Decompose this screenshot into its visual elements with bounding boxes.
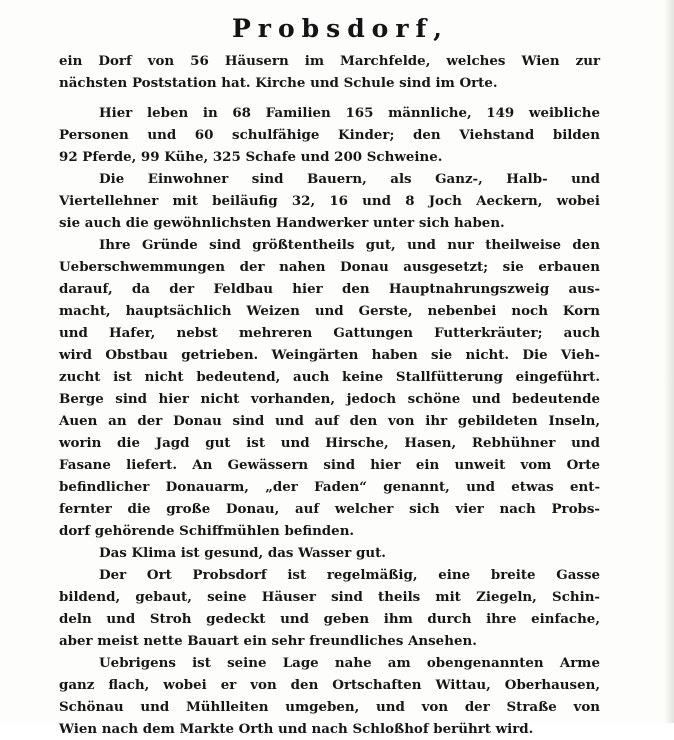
text-line: Wien nach dem Markte Orth und nach Schloßhof berührt wird. — [59, 721, 534, 737]
text-line: Der Ort Probsdorf ist regelmäßig, eine breite Gasse — [99, 567, 600, 583]
paragraph — [59, 102, 600, 168]
text-line: Schönau und Mühlleiten umgeben, und von der Straße von — [59, 699, 600, 715]
text-line: bildend, gebaut, seine Häuser sind theils mit Ziegeln, Schin- — [59, 589, 600, 605]
text-line: Die Einwohner sind Bauern, als Ganz-, Halb- und — [99, 171, 600, 187]
page-title: Probsdorf, — [232, 14, 442, 43]
text-line: Hier leben in 68 Familien 165 männliche, 149 weibliche — [99, 105, 600, 121]
text-line: Berge sind hier nicht vorhanden, jedoch schöne und bedeutende — [59, 391, 600, 407]
text-line: worin die Jagd gut ist und Hirsche, Hasen, Rebhühner und — [59, 435, 600, 451]
text-line: sie auch die gewöhnlichsten Handwerker unter sich haben. — [59, 215, 505, 231]
text-line: ganz flach, wobei er von den Ortschaften Wittau, Oberhausen, — [59, 677, 600, 693]
text-line: deln und Stroh gedeckt und geben ihm durch ihre einfache, — [59, 611, 600, 627]
paragraph — [59, 168, 600, 234]
page-edge-shadow — [664, 0, 674, 723]
paragraph — [59, 542, 600, 564]
text-line: Ueberschwemmungen der nahen Donau ausgesetzt; sie erbauen — [59, 259, 600, 275]
text-line: dorf gehörende Schiffmühlen befinden. — [59, 523, 355, 539]
text-line: befindlicher Donauarm, „der Faden“ genannt, und etwas ent- — [59, 479, 600, 495]
title-text: Probsdorf — [232, 14, 434, 43]
text-line: Personen und 60 schulfähige Kinder; den Viehstand bilden — [59, 127, 600, 143]
text-line: wird Obstbau getrieben. Weingärten haben sie nicht. Die Vieh- — [59, 347, 600, 363]
text-line: Viertellehner mit beiläufig 32, 16 und 8 Joch Aeckern, wobei — [59, 193, 600, 209]
paragraph — [59, 50, 600, 94]
text-line: Fasane liefert. An Gewässern sind hier ein unweit vom Orte — [59, 457, 600, 473]
text-line: Uebrigens ist seine Lage nahe am obengenannten Arme — [99, 655, 600, 671]
text-line: macht, hauptsächlich Weizen und Gerste, nebenbei noch Korn — [59, 303, 600, 319]
paragraph — [59, 234, 600, 542]
text-line: Das Klima ist gesund, das Wasser gut. — [99, 545, 386, 561]
text-line: und Hafer, nebst mehreren Gattungen Futterkräuter; auch — [59, 325, 600, 341]
text-line: nächsten Poststation hat. Kirche und Schule sind im Orte. — [59, 75, 498, 91]
text-line: zucht ist nicht bedeutend, auch keine Stallfütterung eingeführt. — [59, 369, 600, 385]
text-line: Auen an der Donau sind und auf den von ihr gebildeten Inseln, — [59, 413, 600, 429]
text-line: 92 Pferde, 99 Kühe, 325 Schafe und 200 Schweine. — [59, 149, 443, 165]
text-line: ein Dorf von 56 Häusern im Marchfelde, welches Wien zur — [59, 53, 600, 69]
body-text — [59, 50, 600, 740]
text-line: Ihre Gründe sind größtentheils gut, und nur theilweise den — [99, 237, 600, 253]
paragraph — [59, 564, 600, 652]
paragraph — [59, 652, 600, 740]
text-line: fernter die große Donau, auf welcher sich vier nach Probs- — [59, 501, 600, 517]
text-line: aber meist nette Bauart ein sehr freundliches Ansehen. — [59, 633, 477, 649]
text-line: darauf, da der Feldbau hier den Hauptnahrungszweig aus- — [59, 281, 600, 297]
